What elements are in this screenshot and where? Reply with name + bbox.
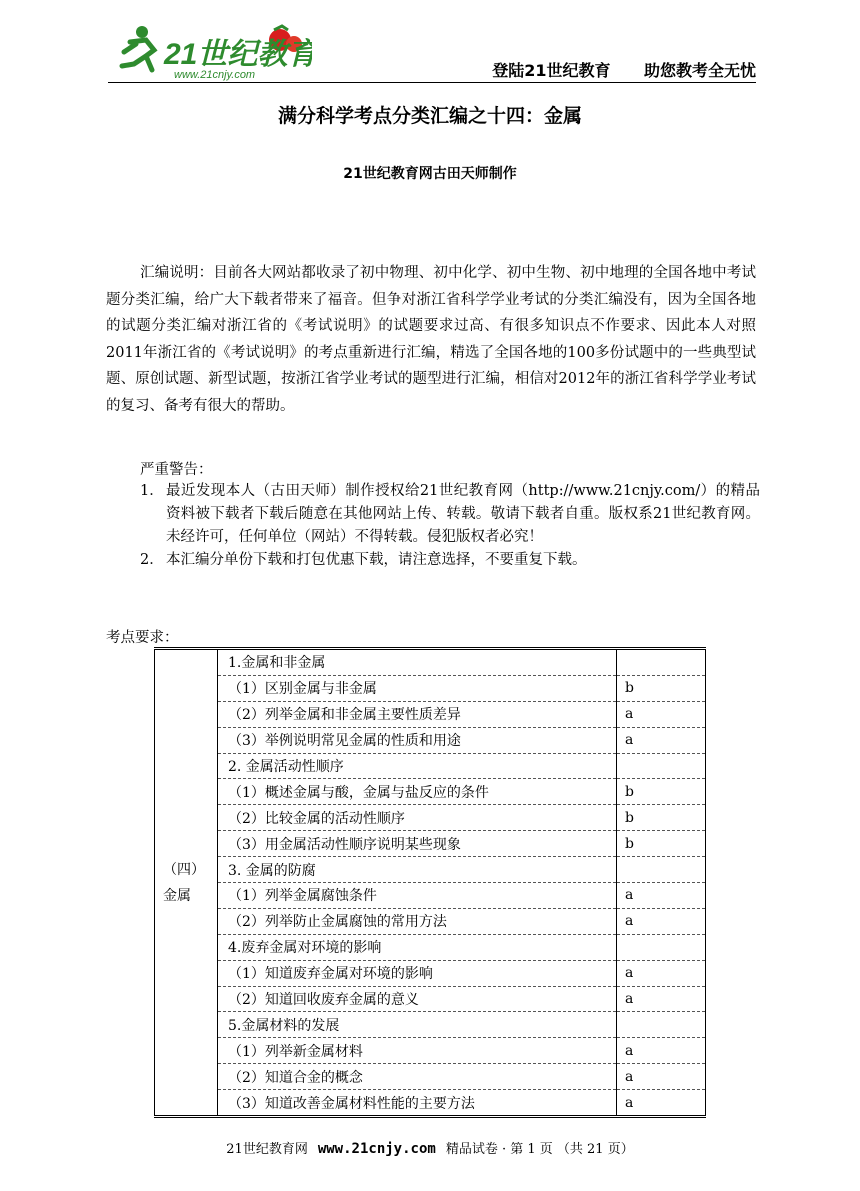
requirement-level [617, 934, 706, 960]
header-divider [108, 82, 756, 83]
requirements-table-body [155, 649, 706, 1117]
requirement-text: （2）列举金属和非金属主要性质差异 [218, 701, 617, 727]
category-number: （四） [163, 861, 205, 878]
warning-item-1 [140, 480, 760, 549]
table-row [155, 805, 706, 831]
logo-url: www.21cnjy.com [174, 69, 256, 81]
logo-graphic [112, 20, 312, 82]
table-row [155, 701, 706, 727]
requirement-level: a [617, 986, 706, 1012]
requirement-text: 5.金属材料的发展 [218, 1012, 617, 1038]
requirement-text: （1）概述金属与酸，金属与盐反应的条件 [218, 779, 617, 805]
requirement-text: 2. 金属活动性顺序 [218, 753, 617, 779]
table-row [155, 1012, 706, 1038]
requirement-text: （1）列举金属腐蚀条件 [218, 883, 617, 909]
requirement-level: a [617, 727, 706, 753]
table-row [155, 934, 706, 960]
requirement-text: 3. 金属的防腐 [218, 857, 617, 883]
requirement-level [617, 753, 706, 779]
requirement-text: （2）列举防止金属腐蚀的常用方法 [218, 908, 617, 934]
warning-number: 1． [140, 483, 164, 499]
warning-text: 本汇编分单份下载和打包优惠下载，请注意选择，不要重复下载。 [166, 552, 587, 568]
table-row [155, 1064, 706, 1090]
page-footer [0, 1138, 860, 1157]
requirement-level: a [617, 1064, 706, 1090]
header-slogan [440, 58, 756, 81]
table-row [155, 857, 706, 883]
requirement-level [617, 1012, 706, 1038]
table-row [155, 753, 706, 779]
requirements-table [154, 647, 706, 1118]
requirement-level: a [617, 1090, 706, 1117]
requirement-level: b [617, 675, 706, 701]
table-row [155, 649, 706, 676]
table-row [155, 1038, 706, 1064]
requirement-level: a [617, 701, 706, 727]
requirement-text: （1）列举新金属材料 [218, 1038, 617, 1064]
table-row [155, 908, 706, 934]
requirement-text: 1.金属和非金属 [218, 649, 617, 676]
requirement-level [617, 857, 706, 883]
table-row [155, 1090, 706, 1117]
requirement-text: （1）知道废弃金属对环境的影响 [218, 960, 617, 986]
page-title: 满分科学考点分类汇编之十四：金属 [277, 105, 582, 127]
footer-page-info: 精品试卷 · 第 1 页 （共 21 页） [445, 1142, 634, 1157]
site-logo[interactable] [112, 20, 312, 82]
requirement-text: （2）比较金属的活动性顺序 [218, 805, 617, 831]
table-row [155, 960, 706, 986]
footer-site-link[interactable]: www.21cnjy.com [317, 1141, 436, 1157]
requirement-text: （3）知道改善金属材料性能的主要方法 [218, 1090, 617, 1117]
warning-list [140, 480, 760, 572]
requirement-text: （1）区别金属与非金属 [218, 675, 617, 701]
requirement-text: 4.废弃金属对环境的影响 [218, 934, 617, 960]
requirement-level: a [617, 1038, 706, 1064]
warning-number: 2． [140, 552, 164, 568]
table-row [155, 675, 706, 701]
requirement-level: b [617, 831, 706, 857]
category-cell [155, 649, 218, 1117]
requirement-text: （3）举例说明常见金属的性质和用途 [218, 727, 617, 753]
warning-title: 严重警告： [140, 462, 213, 478]
table-row [155, 883, 706, 909]
warning-item-2 [140, 549, 760, 572]
intro-paragraph: 汇编说明：目前各大网站都收录了初中物理、初中化学、初中生物、初中地理的全国各地中考试题分类汇编，给广大下载者带来了福音。但争对浙江省科学学业考试的分类汇编没有，因为全国各地的试题分类汇编对浙江省的《考试说明》的试题要求过高、有很多知识点不作要求、因此本人对照2011年浙江省的《考试说明》的考点重新进行汇编，精选了全国各地的100多份试题中的一些典型试题、原创试题、新型试题，按浙江省学业考试的题型进行汇编，相信对2012年的浙江省科学学业考试的复习、备考有很大的帮助。 [106, 265, 756, 414]
requirements-label: 考点要求： [106, 630, 179, 646]
slogan-left: 登陆21世纪教育 [492, 61, 611, 80]
requirement-level: a [617, 960, 706, 986]
requirement-level: a [617, 883, 706, 909]
table-row [155, 779, 706, 805]
requirement-level: b [617, 779, 706, 805]
requirement-text: （3）用金属活动性顺序说明某些现象 [218, 831, 617, 857]
logo-text: 21世纪教育 [164, 38, 312, 71]
table-row [155, 986, 706, 1012]
requirement-level: b [617, 805, 706, 831]
table-row [155, 727, 706, 753]
category-name: 金属 [163, 887, 191, 904]
footer-left: 21世纪教育网 [226, 1142, 308, 1157]
page-subtitle: 21世纪教育网古田天师制作 [343, 166, 517, 182]
requirement-text: （2）知道回收废弃金属的意义 [218, 986, 617, 1012]
table-row [155, 831, 706, 857]
requirement-text: （2）知道合金的概念 [218, 1064, 617, 1090]
slogan-right: 助您教考全无忧 [643, 61, 756, 80]
warning-text: 最近发现本人（古田天师）制作授权给21世纪教育网（http://www.21cnjy.com/）的精品资料被下载者下载后随意在其他网站上传、转载。敬请下载者自重。版权系21世纪教育网。未经许可，任何单位（网站）不得转载。侵犯版权者必究！ [166, 483, 760, 545]
requirement-level: a [617, 908, 706, 934]
requirement-level [617, 649, 706, 676]
